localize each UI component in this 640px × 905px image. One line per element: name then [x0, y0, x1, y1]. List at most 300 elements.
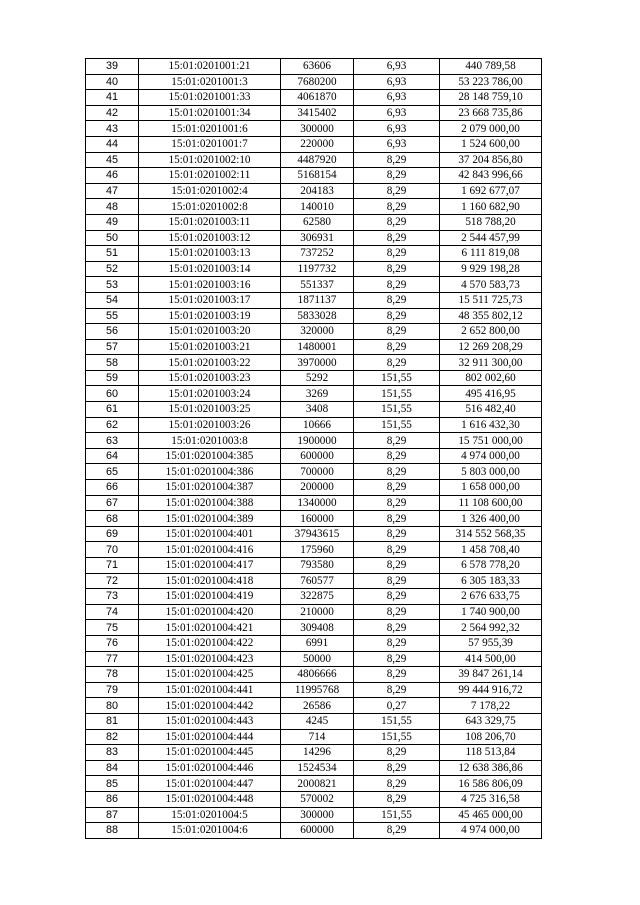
- value-cell: 53 223 786,00: [440, 74, 542, 90]
- table-row: [86, 682, 542, 698]
- rate-cell: 8,29: [354, 214, 440, 230]
- cadastral-number-cell: 15:01:0201003:24: [139, 386, 281, 402]
- row-number-cell: 54: [86, 292, 139, 308]
- row-number-cell: 87: [86, 807, 139, 823]
- row-number-cell: 60: [86, 386, 139, 402]
- area-cell: 3408: [281, 402, 354, 418]
- table-row: [86, 667, 542, 683]
- table-row: [86, 464, 542, 480]
- area-cell: 309408: [281, 620, 354, 636]
- value-cell: 6 578 778,20: [440, 558, 542, 574]
- row-number-cell: 46: [86, 168, 139, 184]
- row-number-cell: 74: [86, 604, 139, 620]
- row-number-cell: 44: [86, 136, 139, 152]
- area-cell: 210000: [281, 604, 354, 620]
- table-row: [86, 246, 542, 262]
- row-number-cell: 42: [86, 105, 139, 121]
- row-number-cell: 50: [86, 230, 139, 246]
- table-row: [86, 823, 542, 839]
- rate-cell: 8,29: [354, 776, 440, 792]
- value-cell: 1 658 000,00: [440, 480, 542, 496]
- table-row: [86, 729, 542, 745]
- row-number-cell: 88: [86, 823, 139, 839]
- cadastral-number-cell: 15:01:0201003:21: [139, 339, 281, 355]
- area-cell: 300000: [281, 121, 354, 137]
- area-cell: 600000: [281, 823, 354, 839]
- table-row: [86, 324, 542, 340]
- cadastral-number-cell: 15:01:0201004:445: [139, 745, 281, 761]
- cadastral-number-cell: 15:01:0201002:10: [139, 152, 281, 168]
- cadastral-number-cell: 15:01:0201004:420: [139, 604, 281, 620]
- table-row: [86, 183, 542, 199]
- table-row: [86, 136, 542, 152]
- table-row: [86, 152, 542, 168]
- row-number-cell: 49: [86, 214, 139, 230]
- cadastral-number-cell: 15:01:0201004:443: [139, 713, 281, 729]
- row-number-cell: 64: [86, 448, 139, 464]
- rate-cell: 8,29: [354, 339, 440, 355]
- table-row: [86, 495, 542, 511]
- cadastral-number-cell: 15:01:0201001:6: [139, 121, 281, 137]
- area-cell: 4487920: [281, 152, 354, 168]
- rate-cell: 8,29: [354, 620, 440, 636]
- area-cell: 793580: [281, 558, 354, 574]
- area-cell: 3970000: [281, 355, 354, 371]
- rate-cell: 8,29: [354, 433, 440, 449]
- table-row: [86, 745, 542, 761]
- row-number-cell: 63: [86, 433, 139, 449]
- cadastral-number-cell: 15:01:0201003:19: [139, 308, 281, 324]
- rate-cell: 0,27: [354, 698, 440, 714]
- area-cell: 160000: [281, 511, 354, 527]
- table-row: [86, 277, 542, 293]
- row-number-cell: 56: [86, 324, 139, 340]
- data-table: [85, 58, 542, 839]
- table-body: [86, 59, 542, 839]
- value-cell: 1 326 400,00: [440, 511, 542, 527]
- value-cell: 45 465 000,00: [440, 807, 542, 823]
- area-cell: 2000821: [281, 776, 354, 792]
- rate-cell: 151,55: [354, 417, 440, 433]
- area-cell: 62580: [281, 214, 354, 230]
- rate-cell: 6,93: [354, 74, 440, 90]
- row-number-cell: 45: [86, 152, 139, 168]
- rate-cell: 8,29: [354, 589, 440, 605]
- row-number-cell: 70: [86, 542, 139, 558]
- value-cell: 516 482,40: [440, 402, 542, 418]
- area-cell: 1197732: [281, 261, 354, 277]
- area-cell: 570002: [281, 791, 354, 807]
- value-cell: 32 911 300,00: [440, 355, 542, 371]
- value-cell: 518 788,20: [440, 214, 542, 230]
- row-number-cell: 39: [86, 59, 139, 75]
- cadastral-number-cell: 15:01:0201003:23: [139, 370, 281, 386]
- cadastral-number-cell: 15:01:0201004:5: [139, 807, 281, 823]
- row-number-cell: 76: [86, 635, 139, 651]
- cadastral-number-cell: 15:01:0201004:444: [139, 729, 281, 745]
- table-row: [86, 635, 542, 651]
- value-cell: 495 416,95: [440, 386, 542, 402]
- value-cell: 4 725 316,58: [440, 791, 542, 807]
- value-cell: 6 111 819,08: [440, 246, 542, 262]
- rate-cell: 6,93: [354, 59, 440, 75]
- area-cell: 7680200: [281, 74, 354, 90]
- table-row: [86, 511, 542, 527]
- area-cell: 322875: [281, 589, 354, 605]
- value-cell: 1 458 708,40: [440, 542, 542, 558]
- rate-cell: 8,29: [354, 651, 440, 667]
- cadastral-number-cell: 15:01:0201004:448: [139, 791, 281, 807]
- rate-cell: 8,29: [354, 355, 440, 371]
- rate-cell: 8,29: [354, 292, 440, 308]
- value-cell: 1 740 900,00: [440, 604, 542, 620]
- rate-cell: 151,55: [354, 729, 440, 745]
- value-cell: 2 544 457,99: [440, 230, 542, 246]
- value-cell: 802 002,60: [440, 370, 542, 386]
- value-cell: 4 570 583,73: [440, 277, 542, 293]
- row-number-cell: 84: [86, 760, 139, 776]
- rate-cell: 8,29: [354, 791, 440, 807]
- rate-cell: 8,29: [354, 745, 440, 761]
- table-row: [86, 105, 542, 121]
- value-cell: 6 305 183,33: [440, 573, 542, 589]
- rate-cell: 8,29: [354, 480, 440, 496]
- row-number-cell: 73: [86, 589, 139, 605]
- cadastral-number-cell: 15:01:0201003:12: [139, 230, 281, 246]
- cadastral-number-cell: 15:01:0201001:34: [139, 105, 281, 121]
- table-row: [86, 230, 542, 246]
- table-row: [86, 59, 542, 75]
- value-cell: 42 843 996,66: [440, 168, 542, 184]
- cadastral-number-cell: 15:01:0201004:386: [139, 464, 281, 480]
- cadastral-number-cell: 15:01:0201003:26: [139, 417, 281, 433]
- rate-cell: 8,29: [354, 448, 440, 464]
- area-cell: 26586: [281, 698, 354, 714]
- area-cell: 14296: [281, 745, 354, 761]
- area-cell: 4061870: [281, 90, 354, 106]
- table-row: [86, 292, 542, 308]
- value-cell: 28 148 759,10: [440, 90, 542, 106]
- rate-cell: 151,55: [354, 713, 440, 729]
- row-number-cell: 41: [86, 90, 139, 106]
- row-number-cell: 61: [86, 402, 139, 418]
- value-cell: 1 524 600,00: [440, 136, 542, 152]
- rate-cell: 151,55: [354, 370, 440, 386]
- row-number-cell: 77: [86, 651, 139, 667]
- value-cell: 9 929 198,28: [440, 261, 542, 277]
- table-row: [86, 620, 542, 636]
- rate-cell: 6,93: [354, 90, 440, 106]
- cadastral-number-cell: 15:01:0201004:416: [139, 542, 281, 558]
- area-cell: 37943615: [281, 526, 354, 542]
- value-cell: 12 269 208,29: [440, 339, 542, 355]
- cadastral-number-cell: 15:01:0201004:6: [139, 823, 281, 839]
- row-number-cell: 82: [86, 729, 139, 745]
- rate-cell: 8,29: [354, 558, 440, 574]
- row-number-cell: 80: [86, 698, 139, 714]
- cadastral-number-cell: 15:01:0201004:447: [139, 776, 281, 792]
- value-cell: 118 513,84: [440, 745, 542, 761]
- value-cell: 108 206,70: [440, 729, 542, 745]
- row-number-cell: 55: [86, 308, 139, 324]
- area-cell: 306931: [281, 230, 354, 246]
- cadastral-number-cell: 15:01:0201004:417: [139, 558, 281, 574]
- row-number-cell: 71: [86, 558, 139, 574]
- row-number-cell: 79: [86, 682, 139, 698]
- rate-cell: 8,29: [354, 261, 440, 277]
- row-number-cell: 69: [86, 526, 139, 542]
- table-row: [86, 558, 542, 574]
- row-number-cell: 43: [86, 121, 139, 137]
- cadastral-number-cell: 15:01:0201004:425: [139, 667, 281, 683]
- area-cell: 737252: [281, 246, 354, 262]
- area-cell: 760577: [281, 573, 354, 589]
- row-number-cell: 58: [86, 355, 139, 371]
- table-row: [86, 74, 542, 90]
- value-cell: 2 079 000,00: [440, 121, 542, 137]
- table-row: [86, 604, 542, 620]
- rate-cell: 8,29: [354, 682, 440, 698]
- cadastral-number-cell: 15:01:0201001:3: [139, 74, 281, 90]
- value-cell: 2 676 633,75: [440, 589, 542, 605]
- area-cell: 551337: [281, 277, 354, 293]
- cadastral-number-cell: 15:01:0201001:21: [139, 59, 281, 75]
- table-row: [86, 713, 542, 729]
- area-cell: 1480001: [281, 339, 354, 355]
- area-cell: 3415402: [281, 105, 354, 121]
- cadastral-number-cell: 15:01:0201003:16: [139, 277, 281, 293]
- table-row: [86, 90, 542, 106]
- rate-cell: 8,29: [354, 324, 440, 340]
- table-row: [86, 355, 542, 371]
- value-cell: 11 108 600,00: [440, 495, 542, 511]
- table-row: [86, 480, 542, 496]
- table-row: [86, 776, 542, 792]
- row-number-cell: 51: [86, 246, 139, 262]
- area-cell: 5833028: [281, 308, 354, 324]
- value-cell: 48 355 802,12: [440, 308, 542, 324]
- row-number-cell: 59: [86, 370, 139, 386]
- area-cell: 1900000: [281, 433, 354, 449]
- cadastral-number-cell: 15:01:0201003:14: [139, 261, 281, 277]
- area-cell: 200000: [281, 480, 354, 496]
- table-row: [86, 698, 542, 714]
- area-cell: 5168154: [281, 168, 354, 184]
- cadastral-number-cell: 15:01:0201004:385: [139, 448, 281, 464]
- rate-cell: 8,29: [354, 573, 440, 589]
- area-cell: 320000: [281, 324, 354, 340]
- row-number-cell: 78: [86, 667, 139, 683]
- value-cell: 16 586 806,09: [440, 776, 542, 792]
- value-cell: 15 751 000,00: [440, 433, 542, 449]
- rate-cell: 8,29: [354, 526, 440, 542]
- table-row: [86, 308, 542, 324]
- cadastral-number-cell: 15:01:0201001:7: [139, 136, 281, 152]
- table-row: [86, 807, 542, 823]
- rate-cell: 8,29: [354, 183, 440, 199]
- cadastral-number-cell: 15:01:0201002:8: [139, 199, 281, 215]
- cadastral-number-cell: 15:01:0201004:422: [139, 635, 281, 651]
- row-number-cell: 67: [86, 495, 139, 511]
- value-cell: 440 789,58: [440, 59, 542, 75]
- rate-cell: 8,29: [354, 823, 440, 839]
- table-row: [86, 433, 542, 449]
- table-row: [86, 339, 542, 355]
- rate-cell: 8,29: [354, 168, 440, 184]
- value-cell: 2 564 992,32: [440, 620, 542, 636]
- cadastral-number-cell: 15:01:0201003:13: [139, 246, 281, 262]
- row-number-cell: 83: [86, 745, 139, 761]
- cadastral-number-cell: 15:01:0201004:418: [139, 573, 281, 589]
- row-number-cell: 47: [86, 183, 139, 199]
- table-row: [86, 261, 542, 277]
- cadastral-number-cell: 15:01:0201004:446: [139, 760, 281, 776]
- rate-cell: 6,93: [354, 121, 440, 137]
- table-row: [86, 121, 542, 137]
- area-cell: 204183: [281, 183, 354, 199]
- row-number-cell: 62: [86, 417, 139, 433]
- value-cell: 1 160 682,90: [440, 199, 542, 215]
- area-cell: 3269: [281, 386, 354, 402]
- rate-cell: 151,55: [354, 807, 440, 823]
- value-cell: 23 668 735,86: [440, 105, 542, 121]
- area-cell: 300000: [281, 807, 354, 823]
- area-cell: 714: [281, 729, 354, 745]
- area-cell: 600000: [281, 448, 354, 464]
- value-cell: 314 552 568,35: [440, 526, 542, 542]
- area-cell: 220000: [281, 136, 354, 152]
- rate-cell: 6,93: [354, 105, 440, 121]
- cadastral-number-cell: 15:01:0201004:387: [139, 480, 281, 496]
- value-cell: 57 955,39: [440, 635, 542, 651]
- area-cell: 140010: [281, 199, 354, 215]
- value-cell: 643 329,75: [440, 713, 542, 729]
- row-number-cell: 48: [86, 199, 139, 215]
- rate-cell: 8,29: [354, 246, 440, 262]
- cadastral-number-cell: 15:01:0201004:441: [139, 682, 281, 698]
- value-cell: 4 974 000,00: [440, 448, 542, 464]
- rate-cell: 151,55: [354, 402, 440, 418]
- value-cell: 37 204 856,80: [440, 152, 542, 168]
- cadastral-number-cell: 15:01:0201003:8: [139, 433, 281, 449]
- cadastral-number-cell: 15:01:0201001:33: [139, 90, 281, 106]
- rate-cell: 8,29: [354, 277, 440, 293]
- cadastral-number-cell: 15:01:0201004:421: [139, 620, 281, 636]
- value-cell: 414 500,00: [440, 651, 542, 667]
- rate-cell: 8,29: [354, 604, 440, 620]
- table-row: [86, 168, 542, 184]
- table-row: [86, 214, 542, 230]
- rate-cell: 8,29: [354, 152, 440, 168]
- row-number-cell: 53: [86, 277, 139, 293]
- rate-cell: 8,29: [354, 511, 440, 527]
- table-row: [86, 526, 542, 542]
- cadastral-number-cell: 15:01:0201002:4: [139, 183, 281, 199]
- cadastral-number-cell: 15:01:0201004:388: [139, 495, 281, 511]
- table-row: [86, 791, 542, 807]
- cadastral-number-cell: 15:01:0201003:25: [139, 402, 281, 418]
- table-row: [86, 199, 542, 215]
- area-cell: 1340000: [281, 495, 354, 511]
- value-cell: 15 511 725,73: [440, 292, 542, 308]
- area-cell: 4806666: [281, 667, 354, 683]
- area-cell: 11995768: [281, 682, 354, 698]
- value-cell: 7 178,22: [440, 698, 542, 714]
- row-number-cell: 75: [86, 620, 139, 636]
- table-row: [86, 417, 542, 433]
- area-cell: 6991: [281, 635, 354, 651]
- table-row: [86, 542, 542, 558]
- cadastral-number-cell: 15:01:0201003:17: [139, 292, 281, 308]
- row-number-cell: 72: [86, 573, 139, 589]
- table-row: [86, 386, 542, 402]
- value-cell: 39 847 261,14: [440, 667, 542, 683]
- value-cell: 1 692 677,07: [440, 183, 542, 199]
- table-row: [86, 589, 542, 605]
- rate-cell: 8,29: [354, 667, 440, 683]
- value-cell: 5 803 000,00: [440, 464, 542, 480]
- area-cell: 50000: [281, 651, 354, 667]
- area-cell: 175960: [281, 542, 354, 558]
- rate-cell: 8,29: [354, 230, 440, 246]
- rate-cell: 151,55: [354, 386, 440, 402]
- area-cell: 63606: [281, 59, 354, 75]
- rate-cell: 8,29: [354, 308, 440, 324]
- value-cell: 1 616 432,30: [440, 417, 542, 433]
- cadastral-number-cell: 15:01:0201004:442: [139, 698, 281, 714]
- rate-cell: 8,29: [354, 542, 440, 558]
- table-row: [86, 760, 542, 776]
- row-number-cell: 85: [86, 776, 139, 792]
- cadastral-number-cell: 15:01:0201002:11: [139, 168, 281, 184]
- area-cell: 10666: [281, 417, 354, 433]
- table-row: [86, 651, 542, 667]
- table-row: [86, 402, 542, 418]
- row-number-cell: 57: [86, 339, 139, 355]
- cadastral-number-cell: 15:01:0201003:11: [139, 214, 281, 230]
- area-cell: 4245: [281, 713, 354, 729]
- cadastral-number-cell: 15:01:0201004:401: [139, 526, 281, 542]
- row-number-cell: 66: [86, 480, 139, 496]
- row-number-cell: 68: [86, 511, 139, 527]
- value-cell: 2 652 800,00: [440, 324, 542, 340]
- cadastral-number-cell: 15:01:0201004:423: [139, 651, 281, 667]
- area-cell: 1524534: [281, 760, 354, 776]
- area-cell: 1871137: [281, 292, 354, 308]
- row-number-cell: 52: [86, 261, 139, 277]
- row-number-cell: 40: [86, 74, 139, 90]
- cadastral-number-cell: 15:01:0201003:20: [139, 324, 281, 340]
- rate-cell: 8,29: [354, 635, 440, 651]
- area-cell: 5292: [281, 370, 354, 386]
- cadastral-number-cell: 15:01:0201004:389: [139, 511, 281, 527]
- row-number-cell: 65: [86, 464, 139, 480]
- cadastral-number-cell: 15:01:0201003:22: [139, 355, 281, 371]
- cadastral-number-cell: 15:01:0201004:419: [139, 589, 281, 605]
- table-row: [86, 370, 542, 386]
- area-cell: 700000: [281, 464, 354, 480]
- row-number-cell: 81: [86, 713, 139, 729]
- value-cell: 12 638 386,86: [440, 760, 542, 776]
- rate-cell: 8,29: [354, 464, 440, 480]
- rate-cell: 8,29: [354, 760, 440, 776]
- row-number-cell: 86: [86, 791, 139, 807]
- value-cell: 4 974 000,00: [440, 823, 542, 839]
- table-row: [86, 573, 542, 589]
- rate-cell: 6,93: [354, 136, 440, 152]
- value-cell: 99 444 916,72: [440, 682, 542, 698]
- rate-cell: 8,29: [354, 199, 440, 215]
